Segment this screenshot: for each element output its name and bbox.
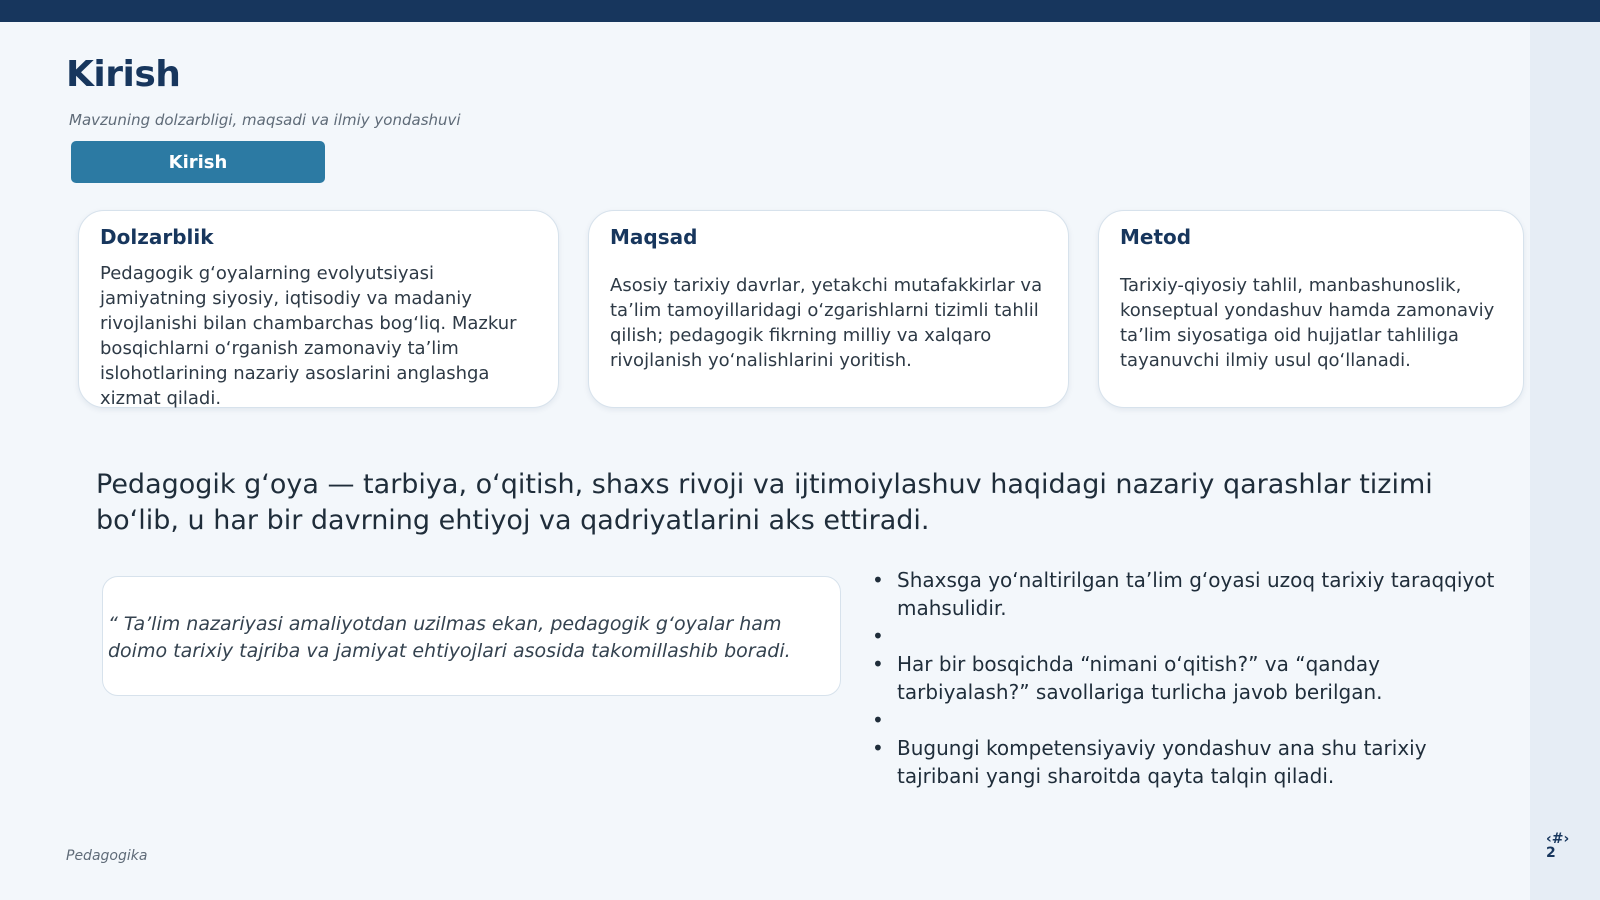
- list-item-text: Har bir bosqichda “nimani o‘qitish?” va “qanday tarbiyalash?” savollariga turlicha javob berilgan.: [897, 652, 1383, 704]
- footer-label: Pedagogika: [66, 848, 148, 864]
- list-item: [870, 734, 1510, 790]
- list-item: [870, 706, 1510, 734]
- bullet-dot: •: [872, 624, 884, 648]
- slide-subtitle: Mavzuning dolzarbligi, maqsadi va ilmiy yondashuvi: [69, 111, 461, 129]
- definition-text: Pedagogik g‘oya — tarbiya, o‘qitish, shaxs rivoji va ijtimoiylashuv haqidagi nazariy qarashlar tizimi bo‘lib, u har bir davrning ehtiyoj va qadriyatlarini aks ettiradi.: [96, 469, 1433, 536]
- card-title: Metod: [1120, 225, 1192, 249]
- page-number: ‹#› 2: [1546, 831, 1570, 861]
- list-item: [870, 566, 1510, 622]
- list-item-text: Bugungi kompetensiyaviy yondashuv ana shu tarixiy tajribani yangi sharoitda qayta talqin qiladi.: [897, 736, 1427, 788]
- card-dolzarblik: [78, 210, 559, 408]
- bullet-dot: •: [872, 652, 884, 676]
- bullet-list: [870, 566, 1510, 790]
- right-side-band: [1530, 22, 1600, 900]
- section-tag: Kirish: [71, 141, 325, 183]
- list-item: [870, 622, 1510, 650]
- list-item: [870, 650, 1510, 706]
- card-text: Pedagogik g‘oyalarning evolyutsiyasi jamiyatning siyosiy, iqtisodiy va madaniy rivojlanishi bilan chambarchas bog‘liq. Mazkur bosqichlarni o‘rganish zamonaviy ta’lim islohotlarining nazariy asoslarini anglashga xizmat qiladi.: [100, 263, 517, 409]
- bullet-dot: •: [872, 736, 884, 760]
- list-item-text: Shaxsga yo‘naltirilgan ta’lim g‘oyasi uzoq tarixiy taraqqiyot mahsulidir.: [897, 568, 1495, 620]
- card-title: Maqsad: [610, 225, 698, 249]
- card-text: Tarixiy-qiyosiy tahlil, manbashunoslik, konseptual yondashuv hamda zamonaviy ta’lim siyosatiga oid hujjatlar tahliliga tayanuvchi ilmiy usul qo‘llanadi.: [1120, 275, 1495, 371]
- card-metod: [1098, 210, 1524, 408]
- card-title: Dolzarblik: [100, 225, 214, 249]
- top-accent-bar: [0, 0, 1600, 22]
- bullet-dot: •: [872, 708, 884, 732]
- card-maqsad: [588, 210, 1069, 408]
- bullet-dot: •: [872, 568, 884, 592]
- card-text: Asosiy tarixiy davrlar, yetakchi mutafakkirlar va ta’lim tamoyillaridagi o‘zgarishlarni tizimli tahlil qilish; pedagogik fikrning milliy va xalqaro rivojlanish yo‘nalishlarini yoritish.: [610, 275, 1043, 371]
- quote-box: [102, 576, 841, 696]
- quote-text: “ Ta’lim nazariyasi amaliyotdan uzilmas ekan, pedagogik g‘oyalar ham doimo tarixiy tajriba va jamiyat ehtiyojlari asosida takomillashib boradi.: [108, 613, 791, 662]
- slide-title: Kirish: [66, 54, 181, 95]
